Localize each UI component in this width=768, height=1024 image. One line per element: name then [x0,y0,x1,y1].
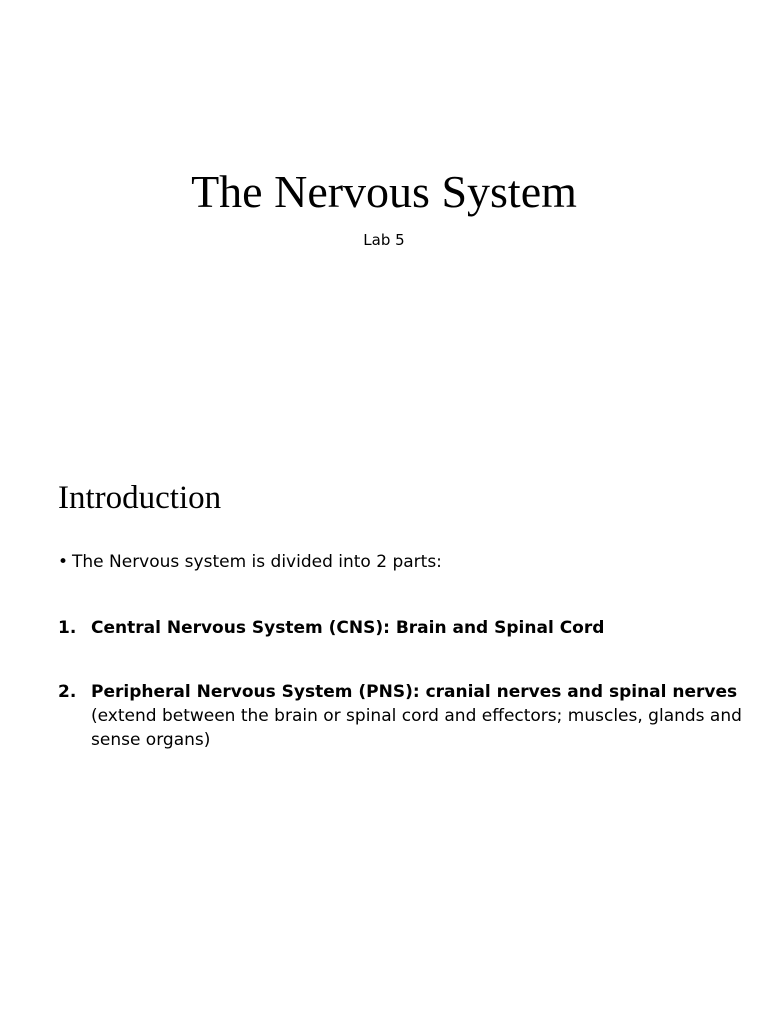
item-number: 2. [58,682,77,702]
section-heading: Introduction [58,480,222,516]
numbered-item-cns [58,616,748,640]
slide-title: The Nervous System [191,166,577,217]
item-bold-text: Peripheral Nervous System (PNS): cranial nerves and spinal nerves [91,682,738,702]
numbered-item-pns [58,680,748,752]
item-detail-text: (extend between the brain or spinal cord and effectors; muscles, glands and sense organs) [91,706,742,750]
bullet-item [58,551,442,573]
introduction-slide [0,432,768,1024]
slide-subtitle: Lab 5 [363,231,405,249]
title-slide [0,0,768,432]
item-bold-text: Central Nervous System (CNS): Brain and Spinal Cord [91,618,605,638]
bullet-dot-icon: • [58,552,69,572]
bullet-text: The Nervous system is divided into 2 parts: [72,552,442,572]
item-number: 1. [58,618,77,638]
